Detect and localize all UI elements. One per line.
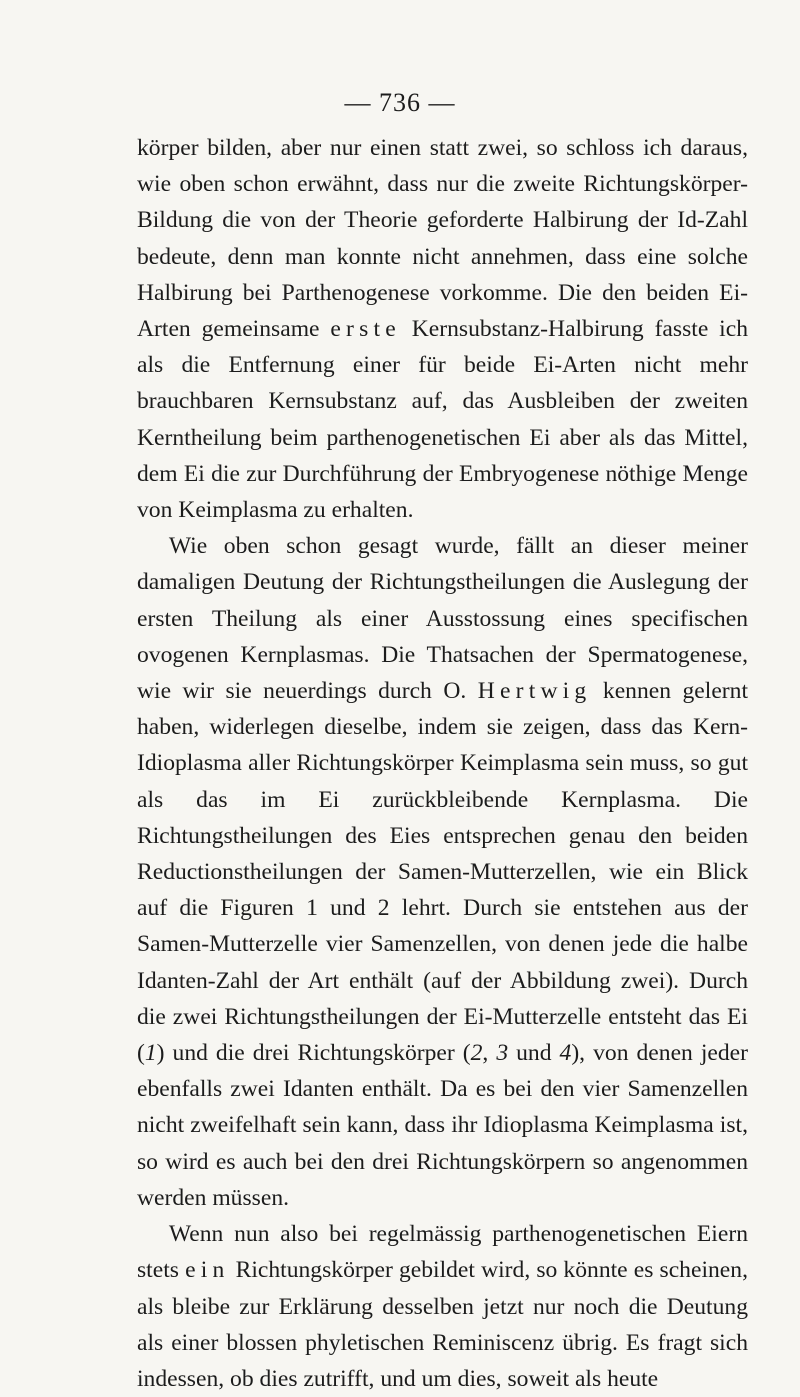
spaced-emphasis: Hertwig [477, 678, 592, 705]
spaced-emphasis: ein [185, 1257, 230, 1284]
text-segment: Richtungskörper gebildet wird, so könnte es scheinen, als bleibe zur Erklärung desselben jetzt nur noch die Deutung als einer blossen phyletischen Reminiscenz übrig. Es fragt sich indessen, ob dies zutrifft, und um dies, soweit als heute [137, 1257, 748, 1392]
figure-ref: 4 [559, 1040, 572, 1067]
paragraph-2 [137, 528, 748, 1216]
page-number: — 736 — [344, 88, 456, 117]
text-segment: kennen gelernt haben, widerlegen dieselbe, indem sie zeigen, dass das Kern-Idioplasma aller Richtungskörper Keimplasma sein muss, so gut als das im Ei zurückbleibende Kernplasma. Die Richtungstheilungen des Eies entsprechen genau den beiden Reductionstheilungen der Samen-Mutterzellen, wie ein Blick auf die Figuren 1 und 2 lehrt. Durch sie entstehen aus der Samen-Mutterzelle vier Samenzellen, von denen jede die halbe Idanten-Zahl der Art enthält (auf der Abbildung zwei). Durch die zwei Richtungstheilungen der Ei-Mutterzelle entsteht das Ei ( [137, 678, 749, 1067]
paragraph-1 [137, 130, 748, 528]
text-segment: Wie oben schon gesagt wurde, fällt an dieser meiner damaligen Deutung der Richtungstheilungen die Auslegung der ersten Theilung als einer Ausstossung eines specifischen ovogenen Kernplasmas. Die Thatsachen der Spermatogenese, wie wir sie neuerdings durch O. [137, 533, 748, 705]
figure-ref: 1 [144, 1040, 157, 1067]
body-text [137, 130, 748, 1397]
text-segment: ) und die drei Richtungskörper ( [156, 1040, 471, 1067]
figure-ref: 3 [496, 1040, 509, 1067]
text-segment: ), von denen jeder ebenfalls zwei Idanten enthält. Da es bei den vier Samenzellen nicht zweifelhaft sein kann, dass ihr Idioplasma Keimplasma ist, so wird es auch bei den drei Richtungskörpern so angenommen werden müssen. [137, 1040, 748, 1211]
text-segment: Wenn nun also bei regelmässig parthenogenetischen Eiern stets [137, 1221, 748, 1284]
paragraph-3 [137, 1216, 748, 1397]
spaced-emphasis: erste [330, 316, 401, 343]
text-segment: und [508, 1040, 560, 1067]
text-segment: Kernsubstanz-Halbirung fasste ich als die Entfernung einer für beide Ei-Arten nicht mehr brauchbaren Kernsubstanz auf, das Ausbleiben der zweiten Kerntheilung beim parthenogenetischen Ei aber als das Mittel, dem Ei die zur Durchführung der Embryogenese nöthige Menge von Keimplasma zu erhalten. [137, 316, 748, 524]
figure-ref: 2 [470, 1040, 483, 1067]
text-segment: körper bilden, aber nur einen statt zwei, so schloss ich daraus, wie oben schon erwähnt, dass nur die zweite Richtungskörper-Bildung die von der Theorie geforderte Halbirung der Id-Zahl bedeute, denn man konnte nicht annehmen, dass eine solche Halbirung bei Parthenogenese vorkomme. Die den beiden Ei-Arten gemeinsame [137, 135, 748, 343]
text-segment: , [482, 1040, 497, 1067]
